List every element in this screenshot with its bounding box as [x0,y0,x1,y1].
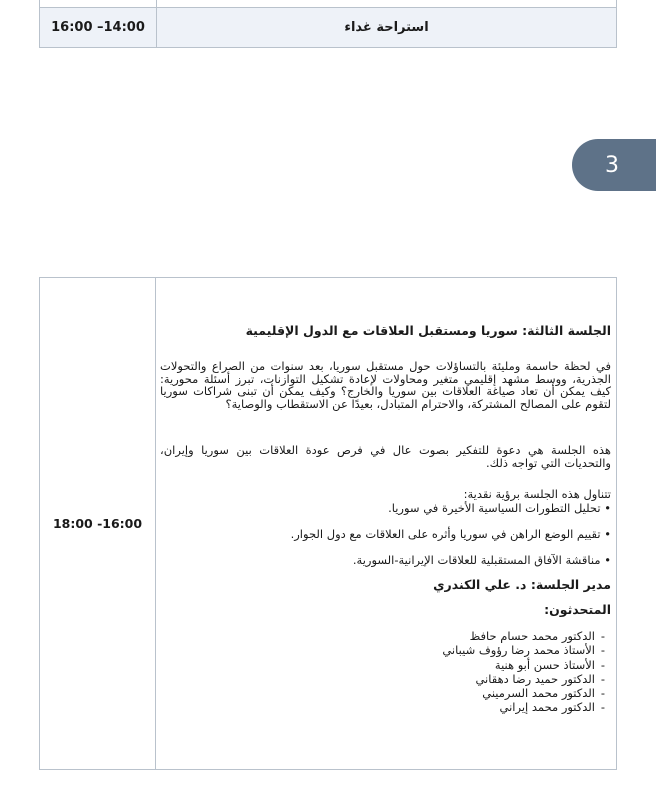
speaker-name: الأستاذ محمد رضا رؤوف شيباني [442,643,595,658]
speaker-item: -الدكتور محمد إيراني [499,700,606,715]
lunch-row-table [39,0,617,48]
speaker-name: الأستاذ حسن أبو هنية [494,657,595,672]
session-bullet: • تقييم الوضع الراهن في سوريا وأثره على العلاقات مع دول الجوار. [290,527,611,541]
session-bullet: • تحليل التطورات السياسية الأخيرة في سوريا. [388,501,611,515]
speaker-item: -الدكتور محمد حسام حافظ [469,629,606,643]
session-table [39,277,617,770]
speaker-name: الدكتور محمد إيراني [499,700,595,715]
speaker-name: الدكتور محمد حسام حافظ [469,629,595,643]
lunch-title-cell: استراحة غداء [157,8,616,47]
lunch-time-cell: 16:00 –14:00 [40,8,157,47]
speakers-list [442,629,611,715]
speakers-label: المتحدثون: [544,602,611,617]
speaker-item: -الأستاذ حسن أبو هنية [494,657,606,672]
session-paragraph-1: في لحظة حاسمة ومليئة بالتساؤلات حول مستقبل سوريا، بعد سنوات من الصراع والتحولات الجذرية، ووسط مشهد إقليمي متغير ومحاولات لإعادة تشكيل التوازنات، تبرز أسئلة محورية: كيف يمكن أن تعاد صياغة العلاقات بين سوريا والخارج؟ وكيف يمكن أن تبنى شراكات سوريا لتقوم على المصالح المشتركة، والاحترام المتبادل، بعيدًا عن الاستقطاب والوصاية؟ [160,359,611,411]
session-moderator: مدير الجلسة: د. علي الكندري [433,577,611,592]
column-divider [156,0,157,8]
session-time-cell: 18:00 -16:00 [40,278,156,769]
speaker-name: الدكتور حميد رضا دهقاني [475,671,595,686]
speaker-item: -الدكتور محمد السرميني [482,686,606,701]
session-content-cell [156,278,616,769]
speaker-item: -الأستاذ محمد رضا رؤوف شيباني [442,643,606,658]
speaker-item: -الدكتور حميد رضا دهقاني [475,671,606,686]
speaker-name: الدكتور محمد السرميني [482,686,595,701]
session-paragraph-2: هذه الجلسة هي دعوة للتفكير بصوت عال في فرص عودة العلاقات بين سوريا وإيران، والتحديات التي تواجه ذلك. [160,443,611,470]
page-number-tab [572,139,656,191]
session-intro: تتناول هذه الجلسة برؤية نقدية: [463,487,611,501]
page-number: 3 [605,152,619,178]
session-bullet: • مناقشة الآفاق المستقبلية للعلاقات الإيرانية-السورية. [352,553,611,567]
session-title: الجلسة الثالثة: سوريا ومستقبل العلاقات مع الدول الإقليمية [245,323,611,338]
